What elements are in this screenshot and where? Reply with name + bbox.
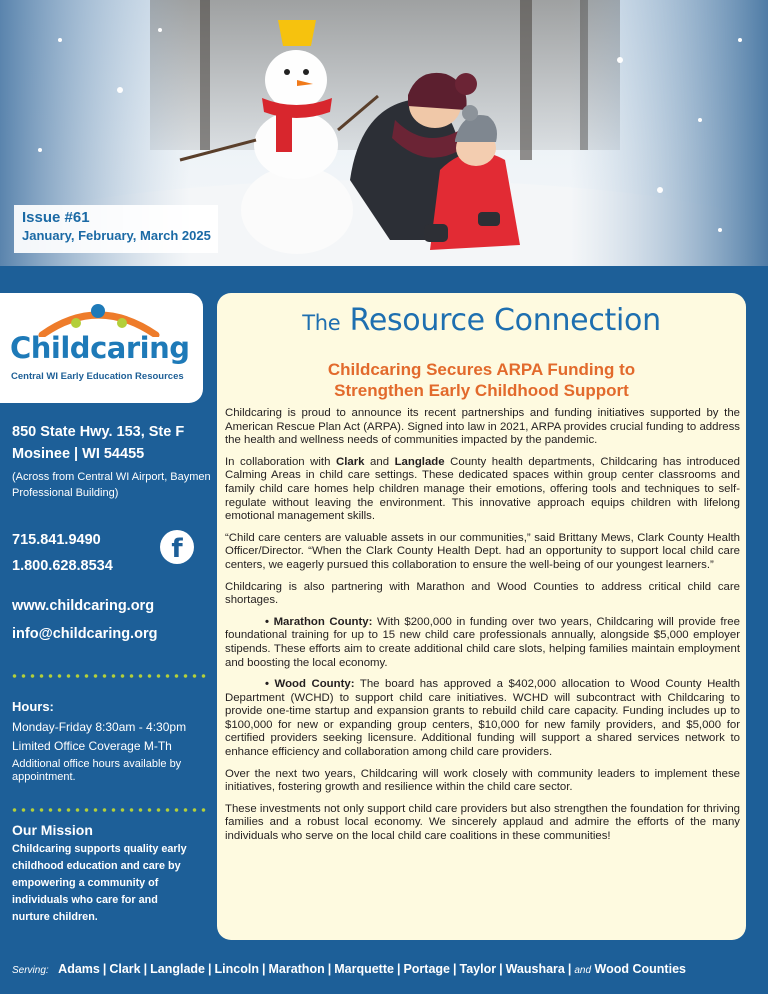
article-headline [217, 359, 746, 401]
headline-line-2: Strengthen Early Childhood Support [334, 381, 629, 400]
address-block [12, 421, 212, 465]
paragraph: “Child care centers are valuable assets in our communities,” said Brittany Mews, Clark County Health Officer/Director. “When the Clark County Health Dept. had an opportunity to support local child care centers, we eagerly pursued this collaboration to ensure the well-being of our youngest learners.” [225, 531, 740, 571]
bullet-wood: • Wood County: The board has approved a $402,000 allocation to Wood County Health Department (WCHD) to support child care initiatives. WCHD will subcontract with Childcaring to provide one-time startup and expansion grants to rebuild child care capacity. Funding includes up to $100,000 for new or expanding group centers, $10,000 for new family providers, and $5,000 for certified providers seeking licensure. Additional funding will support a shared services network to enhance efficiency and collaboration among child care providers. [225, 678, 740, 759]
serving-label: Serving: [12, 965, 49, 976]
county-list: Adams | Clark | Langlade | Lincoln | Marathon | Marquette | Portage | Taylor | Waushara | and Wood Counties [58, 962, 686, 976]
childcaring-logo [0, 293, 203, 403]
issue-number: Issue #61 [22, 209, 90, 226]
paragraph: In collaboration with Clark and Langlade County health departments, Childcaring has introduced Calming Areas in child care settings. These dedicated spaces within group center classrooms and family child care homes help children manage their emotions, offering tools and techniques to self-regulate without leaving the environment. This innovative approach equips children with lifelong emotional management skills. [225, 455, 740, 523]
hero-photo [0, 0, 768, 266]
headline-line-1: Childcaring Secures ARPA Funding to [327, 360, 636, 379]
address-note: (Across from Central WI Airport, Baymen Professional Building) [12, 471, 211, 499]
clark-bold: Clark [335, 455, 365, 468]
address-line-1: 850 State Hwy. 153, Ste F [12, 424, 185, 440]
email-link[interactable]: info@childcaring.org [12, 626, 158, 642]
dotted-divider [10, 674, 206, 678]
logo-tagline: Central WI Early Education Resources [11, 371, 184, 382]
phone-tollfree[interactable]: 1.800.628.8534 [12, 558, 113, 574]
newsletter-masthead [217, 303, 746, 338]
dotted-divider [10, 808, 206, 812]
web-contacts [12, 592, 157, 648]
masthead-title: Resource Connection [349, 303, 661, 338]
service-area-footer [12, 962, 762, 976]
phone-numbers [12, 527, 113, 579]
mission-text: Childcaring supports quality early childhood education and care by empowering a community of individuals who care for and nurture children. [12, 843, 187, 923]
office-hours [12, 698, 212, 784]
paragraph: Childcaring is proud to announce its recent partnerships and funding initiatives supported by the American Rescue Plan Act (ARPA). Signed into law in 2021, ARPA provides crucial funding to address the health and wellness needs of communities impacted by the pandemic. [225, 407, 740, 447]
bullet-marathon: • Marathon County: With $200,000 in funding over two years, Childcaring will provide free foundational training for up to 15 new child care professionals annually, alongside $5,000 employer stipends. These efforts aim to create additional child care slots, helping families maintain employment and boosting the local economy. [225, 615, 740, 669]
paragraph: These investments not only support child care providers but also strengthen the foundation for thriving families and a robust local economy. We sincerely applaud and admire the efforts of the many individuals who serve on the local child care coalitions in these communities! [225, 802, 740, 843]
issue-label [14, 205, 218, 253]
address-line-2: Mosinee | WI 54455 [12, 446, 145, 462]
article-body [225, 407, 740, 852]
langlade-bold: Langlade [394, 455, 445, 468]
issue-dates: January, February, March 2025 [22, 228, 211, 243]
hours-limited: Limited Office Coverage M-Th [12, 739, 172, 753]
paragraph: Over the next two years, Childcaring will work closely with community leaders to implement these initiatives, fostering growth and resilience within the child care sector. [225, 767, 740, 794]
hours-title: Hours: [12, 699, 54, 714]
hours-weekdays: Monday-Friday 8:30am - 4:30pm [12, 720, 187, 734]
phone-local[interactable]: 715.841.9490 [12, 532, 101, 548]
mission-title: Our Mission [12, 822, 93, 838]
logo-name: Childcaring [10, 331, 190, 365]
hours-note: Additional office hours available by appointment. [12, 758, 182, 783]
newsletter-card [217, 293, 746, 940]
paragraph: Childcaring is also partnering with Marathon and Wood Counties to address critical child care shortages. [225, 580, 740, 607]
website-link[interactable]: www.childcaring.org [12, 598, 155, 614]
facebook-icon[interactable]: f [160, 530, 194, 564]
masthead-the: The [302, 311, 341, 335]
